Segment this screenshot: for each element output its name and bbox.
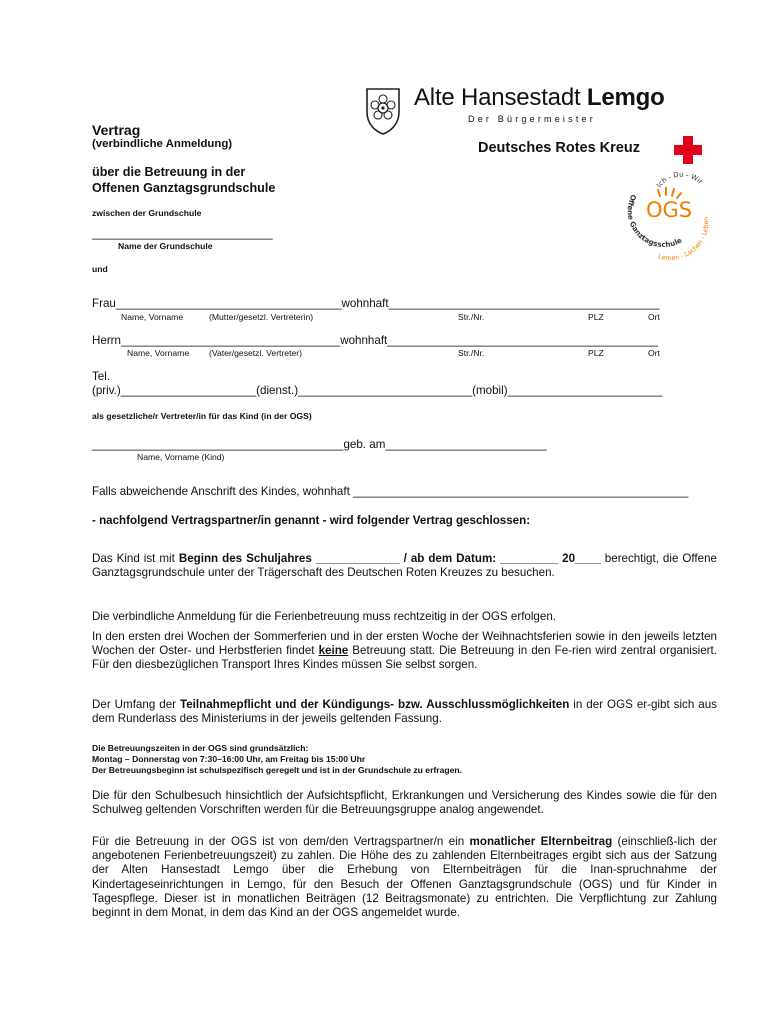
herrn-name-label: Name, Vorname [127, 348, 190, 358]
paragraph-school-year: Das Kind ist mit Beginn des Schuljahres _____________ / ab dem Datum: _________ 20____ berechtigt, die Offene Ganztagsgrundschule unter der Trägerschaft des Deutschen Roten Kreuzes zu besuchen. [92, 552, 717, 580]
times-line2: Montag – Donnerstag von 7:30–16:00 Uhr, am Freitag bis 15:00 Uhr [92, 754, 366, 764]
ogs-arc-bottom: Lernen - Lachen - Leben [657, 216, 710, 260]
frau-name-label: Name, Vorname [121, 312, 184, 322]
and-label: und [92, 264, 108, 274]
school-name-field[interactable]: ____________________________ [92, 227, 273, 240]
child-address-field[interactable]: Falls abweichende Anschrift des Kindes, wohnhaft ____________________________________________________ [92, 485, 689, 498]
herrn-field[interactable]: Herrn__________________________________wohnhaft__________________________________________ [92, 334, 659, 347]
frau-role-label: (Mutter/gesetzl. Vertreterin) [209, 312, 314, 322]
paragraph-supervision: Die für den Schulbesuch hinsichtlich der Aufsichtspflicht, Erkrankungen und Versicherung des Kindes sowie die für den Schulweg geltenden Vorschriften werden für die Betreuungsgruppe analog angewendet. [92, 789, 717, 817]
ogs-arc-top: Ich - Du - Wir [655, 170, 705, 190]
school-name-label: Name der Grundschule [118, 241, 213, 251]
paragraph-holiday-registration: Die verbindliche Anmeldung für die Ferienbetreuung muss rechtzeitig in der OGS erfolgen. [92, 610, 556, 623]
paragraph-fees: Für die Betreuung in der OGS ist von dem/den Vertragspartner/n ein monatlicher Elternbeitrag (einschließ-lich der angebotenen Ferienbetreuungszeit) zu zahlen. Die Höhe des zu zahlenden Elternbeitrages ergibt sich aus der Satzung der Alten Hansestadt Lemgo über die Erhebung von Elternbeiträgen für die Inan-spruchnahme der Kindertageseinrichtungen in Lemgo, für den Besuch der Offenen Ganztagsgrundschule (OGS) und für Kinder in Tagespflege. Dieser ist in monatlichen Beiträgen (12 Beitragsmonate) zu entrichten. Die Verpflichtung zur Zahlung beginnt in dem Monat, in dem das Kind an der OGS angemeldet wurde. [92, 835, 717, 920]
red-cross-icon [674, 136, 702, 164]
mayor-subtitle: Der Bürgermeister [468, 114, 596, 124]
child-name-field[interactable]: _______________________________________geb. am_________________________ [92, 438, 547, 451]
doc-title: Vertrag [92, 122, 141, 138]
herrn-plz-label: PLZ [588, 348, 604, 358]
doc-title-line3: über die Betreuung in der [92, 165, 246, 179]
child-name-label: Name, Vorname (Kind) [137, 452, 225, 462]
doc-subtitle: (verbindliche Anmeldung) [92, 138, 233, 150]
svg-text:Ich - Du - Wir [655, 171, 704, 190]
tel-label: Tel. [92, 370, 111, 383]
times-line1: Die Betreuungszeiten in der OGS sind grundsätzlich: [92, 743, 309, 753]
svg-text:Lernen - Lachen - Leben [657, 216, 710, 260]
ogs-arc-left: Offene Ganztagsschule [625, 193, 684, 249]
ogs-letters: OGS [646, 198, 693, 222]
times-line3: Der Betreuungsbeginn ist schulspezifisch geregelt und ist in der Grundschule zu erfragen. [92, 765, 463, 775]
herrn-ort-label: Ort [648, 348, 660, 358]
child-heading: als gesetzliche/r Vertreter/in für das Kind (in der OGS) [92, 411, 312, 421]
lemgo-coat-of-arms-icon [364, 86, 402, 136]
frau-field[interactable]: Frau___________________________________wohnhaft__________________________________________ [92, 297, 660, 310]
doc-title-line4: Offenen Ganztagsgrundschule [92, 181, 276, 195]
frau-ort-label: Ort [648, 312, 660, 322]
herrn-role-label: (Vater/gesetzl. Vertreter) [209, 348, 302, 358]
paragraph-holiday-closure: In den ersten drei Wochen der Sommerferien und in der ersten Woche der Weihnachtsferien sowie in den jeweils letzten Wochen der Oster- und Herbstferien findet keine Betreuung statt. Die Betreuung in den Fe-rien wird zentral organisiert. Für den diesbezüglichen Transport Ihres Kindes müssen Sie selbst sorgen. [92, 630, 717, 672]
frau-street-label: Str./Nr. [458, 312, 485, 322]
ogs-logo-icon [620, 168, 710, 260]
paragraph-participation: Der Umfang der Teilnahmepflicht und der Kündigungs- bzw. Ausschlussmöglichkeiten in der OGS er-gibt sich aus dem Runderlass des Ministeriums in der jeweils geltenden Fassung. [92, 698, 717, 726]
tel-fields[interactable]: (priv.)_____________________(dienst.)___________________________(mobil)________________________ [92, 384, 663, 397]
between-school-label: zwischen der Grundschule [92, 208, 202, 218]
city-title: Alte Hansestadt Lemgo [414, 84, 665, 111]
frau-plz-label: PLZ [588, 312, 604, 322]
drk-name: Deutsches Rotes Kreuz [478, 140, 640, 156]
contract-heading: - nachfolgend Vertragspartner/in genannt - wird folgender Vertrag geschlossen: [92, 514, 531, 527]
herrn-street-label: Str./Nr. [458, 348, 485, 358]
